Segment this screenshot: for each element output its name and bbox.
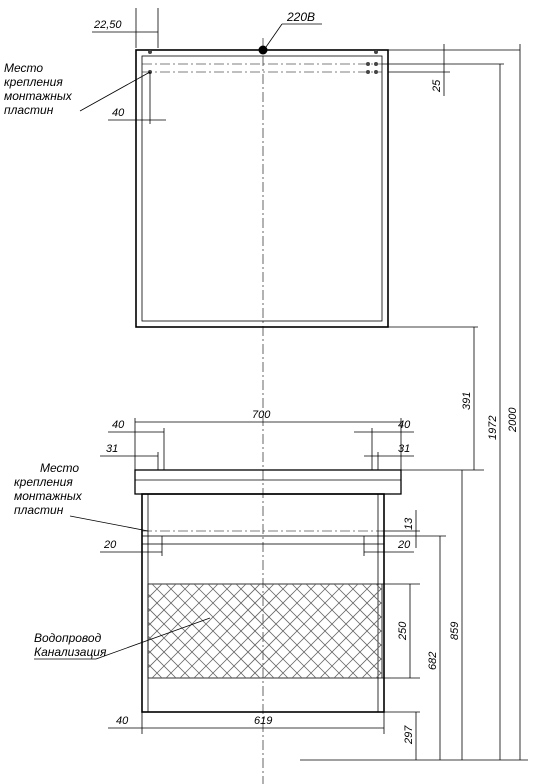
mount-point bbox=[366, 70, 370, 74]
cabinet-view bbox=[14, 409, 544, 734]
mirror-mount-note-3: монтажных bbox=[4, 89, 72, 103]
dim-40-mirror: 40 bbox=[112, 107, 125, 119]
mount-point bbox=[374, 62, 378, 66]
dim-2000: 2000 bbox=[507, 407, 519, 432]
mirror-inner-frame bbox=[142, 56, 382, 321]
washbasin bbox=[135, 470, 401, 494]
pipes-note-1: Водопровод bbox=[34, 631, 102, 645]
mirror-mount-note-2: крепления bbox=[4, 75, 63, 89]
dim-391: 391 bbox=[461, 391, 473, 410]
dim-619: 619 bbox=[254, 715, 273, 727]
dim-1972: 1972 bbox=[487, 415, 499, 440]
mount-point bbox=[148, 50, 152, 54]
dim-20-right: 20 bbox=[398, 539, 411, 551]
pipes-note-2: Канализация bbox=[34, 645, 107, 659]
dim-31-right: 31 bbox=[398, 443, 411, 455]
cabinet-mount-note-4: пластин bbox=[14, 503, 64, 517]
mount-point bbox=[374, 50, 378, 54]
height-dimensions bbox=[300, 44, 528, 760]
dim-20-left: 20 bbox=[104, 539, 117, 551]
cabinet-mount-note-1: Место bbox=[40, 461, 80, 475]
dim-682: 682 bbox=[427, 651, 439, 670]
dim-40-right: 40 bbox=[398, 419, 411, 431]
pipes-area bbox=[148, 584, 382, 678]
mirror-view bbox=[4, 8, 520, 327]
mount-point bbox=[366, 62, 370, 66]
dim-31-left: 31 bbox=[106, 443, 119, 455]
mirror-mount-note-1: Место bbox=[4, 61, 44, 75]
mount-point bbox=[374, 70, 378, 74]
pipes-hatch bbox=[54, 584, 544, 678]
dim-250: 250 bbox=[397, 621, 409, 640]
power-label: 220В bbox=[287, 10, 316, 24]
dim-40-left: 40 bbox=[112, 419, 125, 431]
dim-859: 859 bbox=[449, 621, 461, 640]
dim-40-bottom: 40 bbox=[116, 715, 129, 727]
mirror-frame bbox=[136, 50, 388, 327]
dim-25: 25 bbox=[431, 79, 443, 92]
mirror-mount-note-4: пластин bbox=[4, 103, 54, 117]
cabinet-mount-note-3: монтажных bbox=[14, 489, 82, 503]
dim-297: 297 bbox=[403, 725, 415, 744]
dim-700: 700 bbox=[252, 409, 271, 421]
dim-13: 13 bbox=[403, 517, 415, 530]
dim-22-50: 22,50 bbox=[94, 19, 122, 31]
cabinet-mount-note-2: крепления bbox=[14, 475, 73, 489]
